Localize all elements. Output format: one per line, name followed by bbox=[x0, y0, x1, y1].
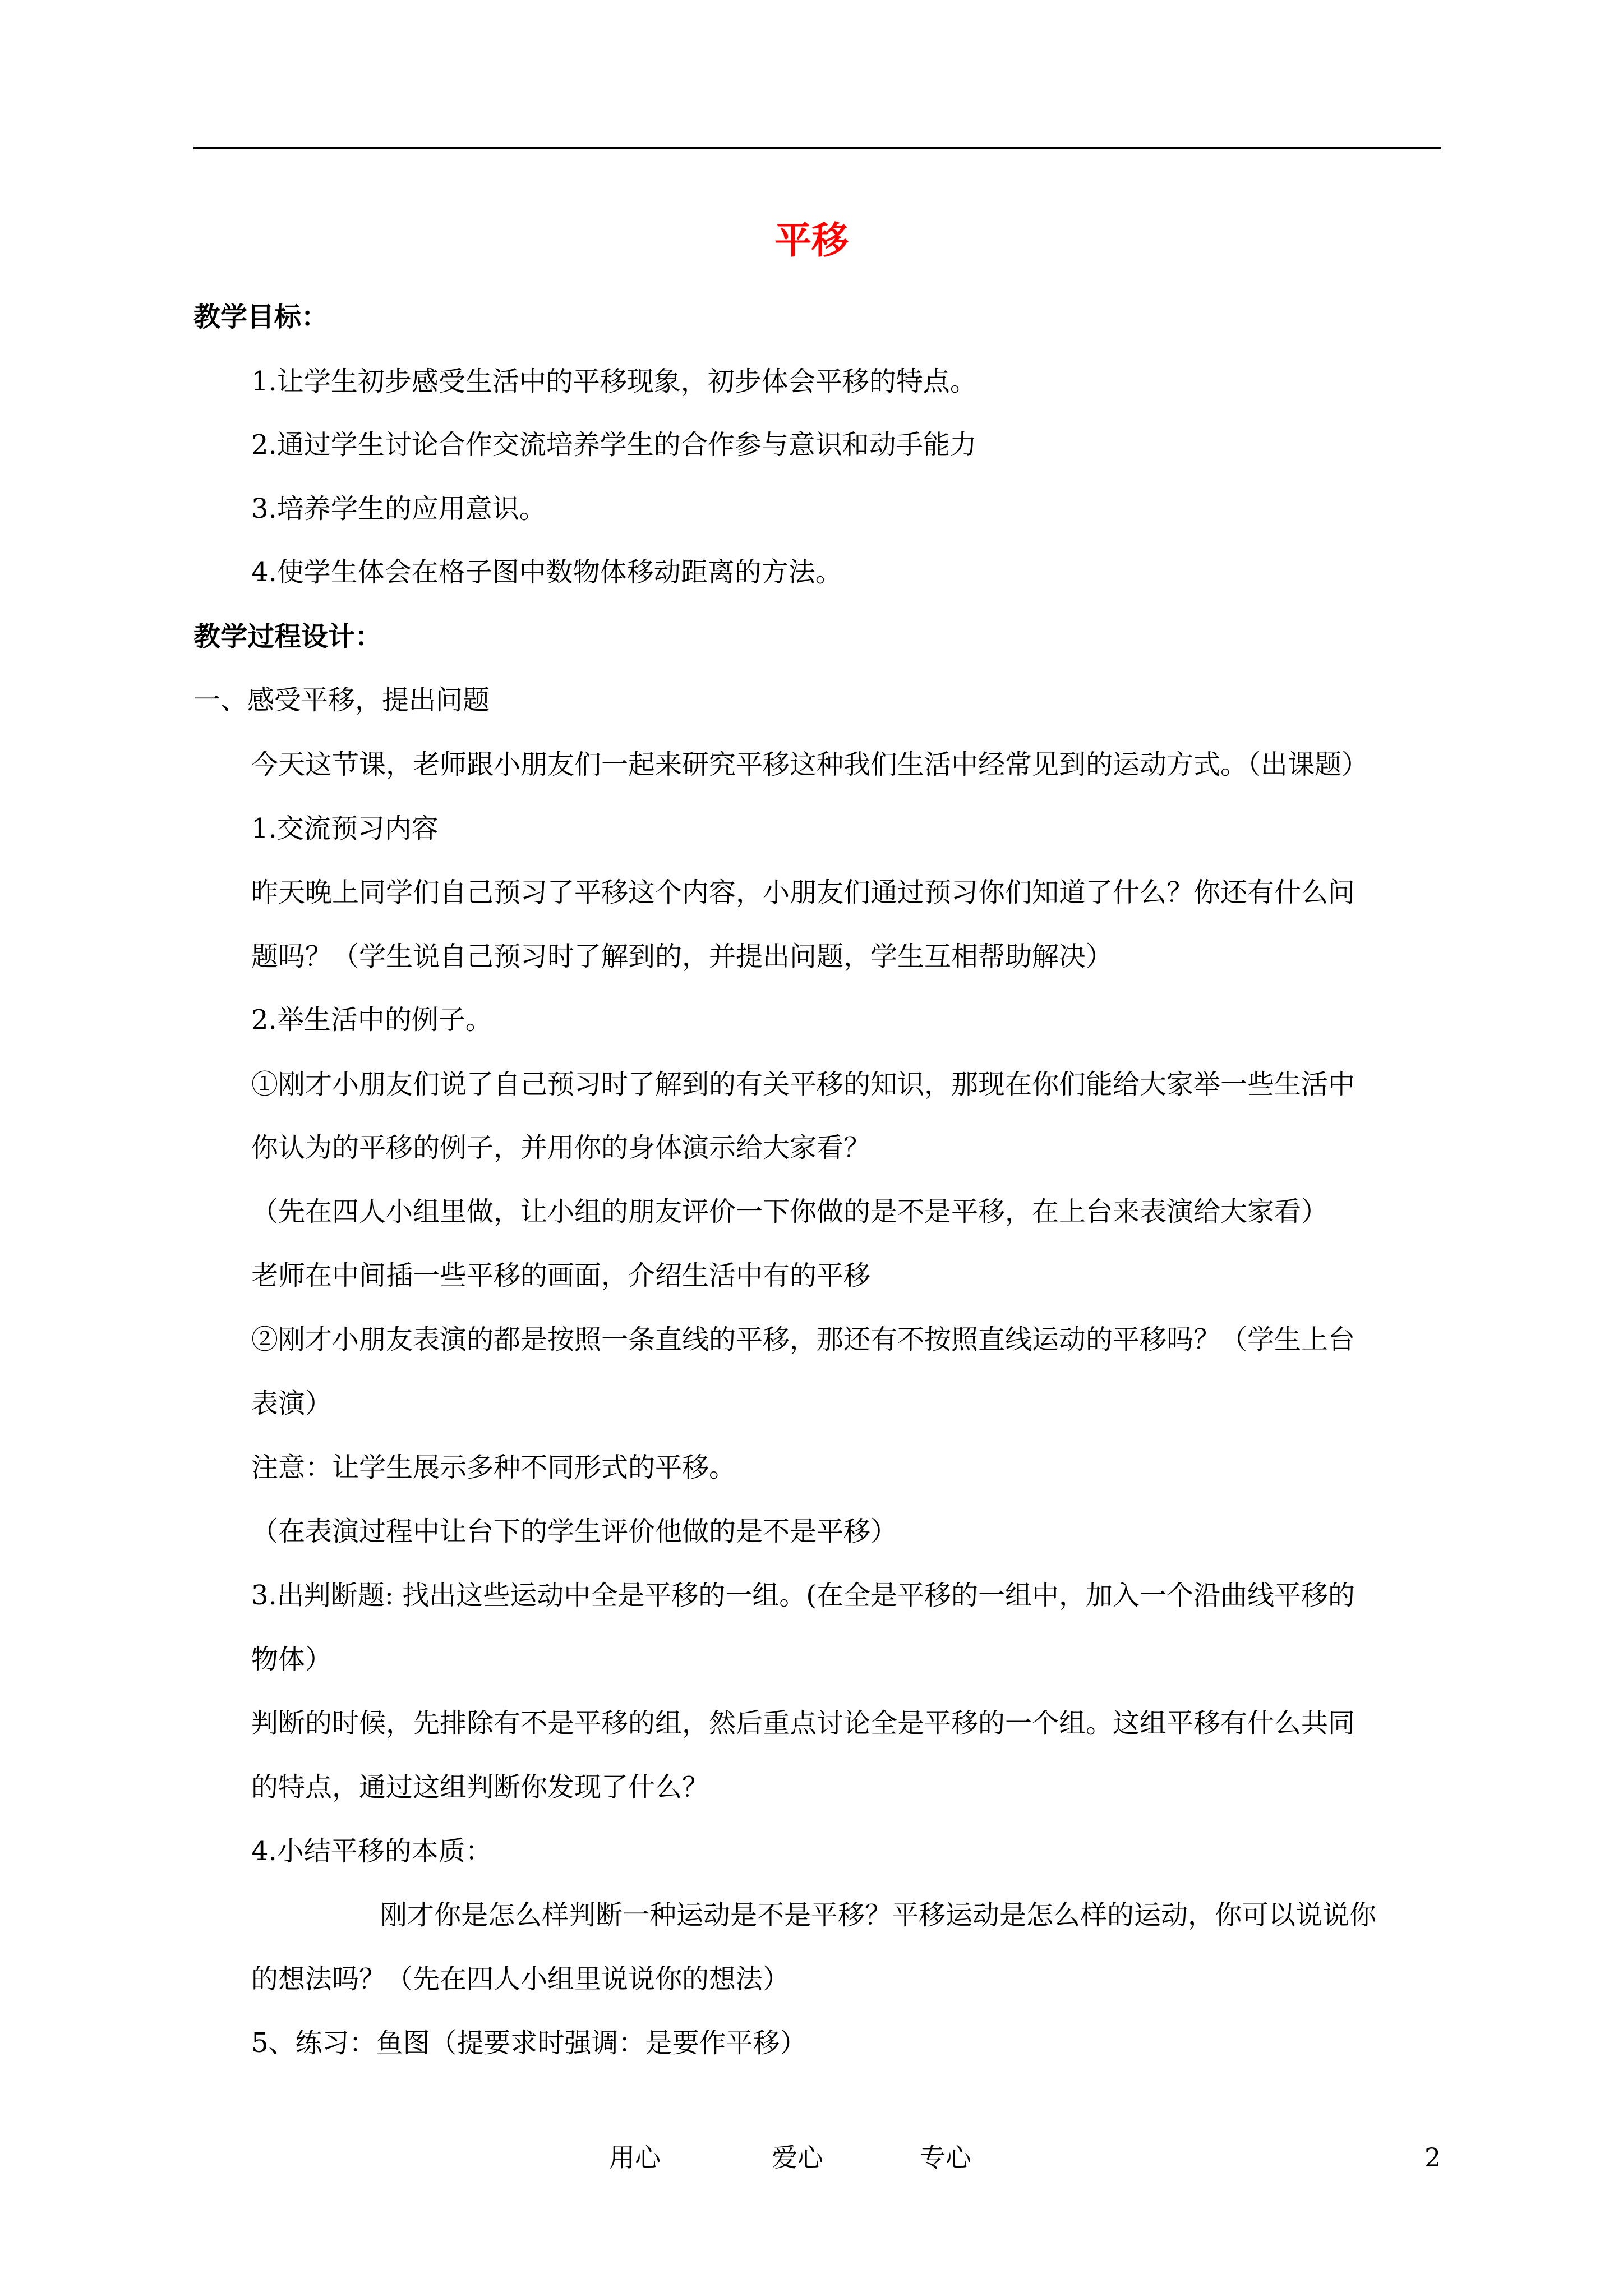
header-rule bbox=[193, 147, 1441, 149]
paragraph: 刚才你是怎么样判断一种运动是不是平移？平移运动是怎么样的运动，你可以说说你 bbox=[380, 1899, 1377, 1931]
paragraph: 的想法吗？（先在四人小组里说说你的想法） bbox=[251, 1963, 790, 1995]
paragraph: ①刚才小朋友们说了自己预习时了解到的有关平移的知识，那现在你们能给大家举一些生活中 bbox=[251, 1069, 1355, 1100]
paragraph: 表演） bbox=[251, 1388, 333, 1419]
objectives-heading: 教学目标： bbox=[193, 301, 329, 333]
paragraph: （在表演过程中让台下的学生评价他做的是不是平移） bbox=[251, 1516, 898, 1547]
paragraph: 昨天晚上同学们自己预习了平移这个内容，小朋友们通过预习你们知道了什么？你还有什么问 bbox=[251, 877, 1355, 908]
paragraph: 3.出判断题: 找出这些运动中全是平移的一组。(在全是平移的一组中，加入一个沿曲线平移的 bbox=[251, 1580, 1355, 1611]
paragraph: 老师在中间插一些平移的画面，介绍生活中有的平移 bbox=[251, 1260, 871, 1291]
paragraph: 的特点，通过这组判断你发现了什么？ bbox=[251, 1772, 709, 1803]
objective-item: 1.让学生初步感受生活中的平移现象，初步体会平移的特点。 bbox=[251, 366, 977, 397]
subsection-title: 1.交流预习内容 bbox=[251, 813, 439, 844]
footer-motto: 专心 bbox=[920, 2142, 971, 2173]
paragraph: 物体） bbox=[251, 1644, 333, 1675]
section-title: 一、感受平移，提出问题 bbox=[193, 684, 490, 716]
footer-motto: 爱心 bbox=[772, 2142, 823, 2173]
paragraph: （先在四人小组里做，让小组的朋友评价一下你做的是不是平移，在上台来表演给大家看） bbox=[251, 1196, 1329, 1227]
document-title: 平移 bbox=[774, 218, 849, 262]
paragraph: 判断的时候，先排除有不是平移的组，然后重点讨论全是平移的一个组。这组平移有什么共同 bbox=[251, 1708, 1355, 1739]
paragraph: 5、练习：鱼图（提要求时强调：是要作平移） bbox=[251, 2027, 807, 2059]
paragraph: 你认为的平移的例子，并用你的身体演示给大家看？ bbox=[251, 1132, 871, 1163]
paragraph: ②刚才小朋友表演的都是按照一条直线的平移，那还有不按照直线运动的平移吗？（学生上台 bbox=[251, 1324, 1355, 1355]
subsection-title: 4.小结平移的本质： bbox=[251, 1835, 492, 1867]
page-number: 2 bbox=[1424, 2142, 1441, 2173]
objective-item: 4.使学生体会在格子图中数物体移动距离的方法。 bbox=[251, 556, 842, 588]
subsection-title: 2.举生活中的例子。 bbox=[251, 1004, 492, 1036]
paragraph: 注意：让学生展示多种不同形式的平移。 bbox=[251, 1452, 736, 1483]
footer-motto: 用心 bbox=[609, 2142, 661, 2173]
process-heading: 教学过程设计： bbox=[193, 621, 382, 652]
objective-item: 2.通过学生讨论合作交流培养学生的合作参与意识和动手能力 bbox=[251, 429, 977, 461]
objective-item: 3.培养学生的应用意识。 bbox=[251, 493, 546, 524]
paragraph: 题吗？（学生说自己预习时了解到的，并提出问题，学生互相帮助解决） bbox=[251, 941, 1113, 972]
paragraph: 今天这节课，老师跟小朋友们一起来研究平移这种我们生活中经常见到的运动方式。（出课题） bbox=[251, 749, 1369, 780]
